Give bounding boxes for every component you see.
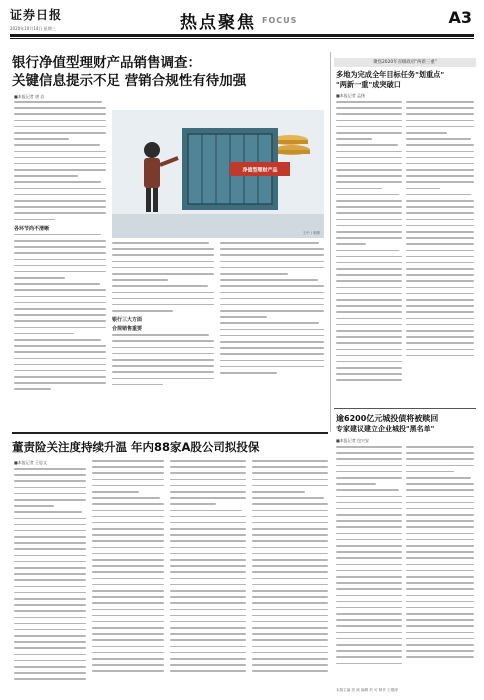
body-text <box>14 468 86 680</box>
article2-byline: ■本报记者 王思文 <box>14 460 48 465</box>
section-subtitle: FOCUS <box>262 16 298 25</box>
page-number: A3 <box>448 8 472 27</box>
illustration <box>112 110 324 238</box>
body-text <box>220 242 324 374</box>
section-title: 热点聚焦 <box>180 13 256 33</box>
sidebar-column-1 <box>336 101 402 403</box>
sidebar-divider <box>334 408 476 409</box>
sidebar-headline2-line2[interactable]: 专家建议建立企业城投"黑名单" <box>336 425 435 433</box>
article2-column-1 <box>14 468 86 688</box>
article1-column-3 <box>220 242 324 426</box>
article-divider <box>12 432 328 434</box>
product-sign-label: 净值型理财产品 <box>242 167 278 174</box>
body-text <box>112 334 214 385</box>
sidebar-headline2-line1[interactable]: 逾6200亿元城投债将被赎回 <box>336 414 439 423</box>
article1-subhead-3: 银行三大方面 <box>112 317 143 324</box>
newspaper-brand: 证券日报 <box>10 8 63 22</box>
article1-column-2 <box>112 242 214 426</box>
body-text <box>170 460 246 672</box>
masthead-rule-thin <box>10 38 474 39</box>
illustration-credit: 王中 / 制图 <box>302 231 320 235</box>
body-text <box>406 101 474 356</box>
body-text <box>252 460 328 672</box>
article1-headline-line2[interactable]: 关键信息提示不足 营销合规性有待加强 <box>12 73 247 89</box>
body-text <box>92 460 164 672</box>
article2-headline[interactable]: 董责险关注度持续升温 年内88家A股公司拟投保 <box>12 440 260 454</box>
body-text <box>14 101 106 220</box>
body-text <box>336 101 402 381</box>
article1-byline: ■本报记者 唐 岩 <box>14 94 45 99</box>
sidebar-column-4 <box>406 446 474 682</box>
body-text <box>406 446 474 658</box>
masthead <box>10 6 474 48</box>
article1-subhead-3b: 合规销售重要 <box>112 326 143 333</box>
sidebar-headline-line1[interactable]: 多地为完成全年目标任务"划重点" <box>336 70 445 79</box>
sidebar-column-3 <box>336 446 402 682</box>
sidebar-series-label: 聚焦2020年省级政府"两新三重" <box>334 58 476 67</box>
illustration-graphic <box>112 110 324 238</box>
body-text <box>112 242 214 312</box>
footer-credits: 本版主编 张 威 编辑 於 可 制作 王敬涛 <box>336 688 398 692</box>
column-divider <box>330 52 331 432</box>
article1-column-1 <box>14 101 106 426</box>
sidebar-byline-2: ■本报记者 包兴安 <box>336 438 370 443</box>
sidebar-column-2 <box>406 101 474 403</box>
body-text <box>336 446 402 664</box>
article1-headline-line1[interactable]: 银行净值型理财产品销售调查： <box>12 55 201 71</box>
issue-date: 2020年10月14日 星期三 <box>10 26 56 31</box>
article2-column-3 <box>170 460 246 688</box>
sidebar-byline: ■本报记者 孟扬 <box>336 93 366 98</box>
masthead-rule <box>10 34 474 37</box>
sidebar-headline-line2[interactable]: "两新一重"成突破口 <box>336 80 401 89</box>
article2-column-4 <box>252 460 328 688</box>
article1-subhead-1: 各环节尚不清晰 <box>14 225 50 232</box>
body-text <box>14 234 106 390</box>
article2-column-2 <box>92 446 164 688</box>
